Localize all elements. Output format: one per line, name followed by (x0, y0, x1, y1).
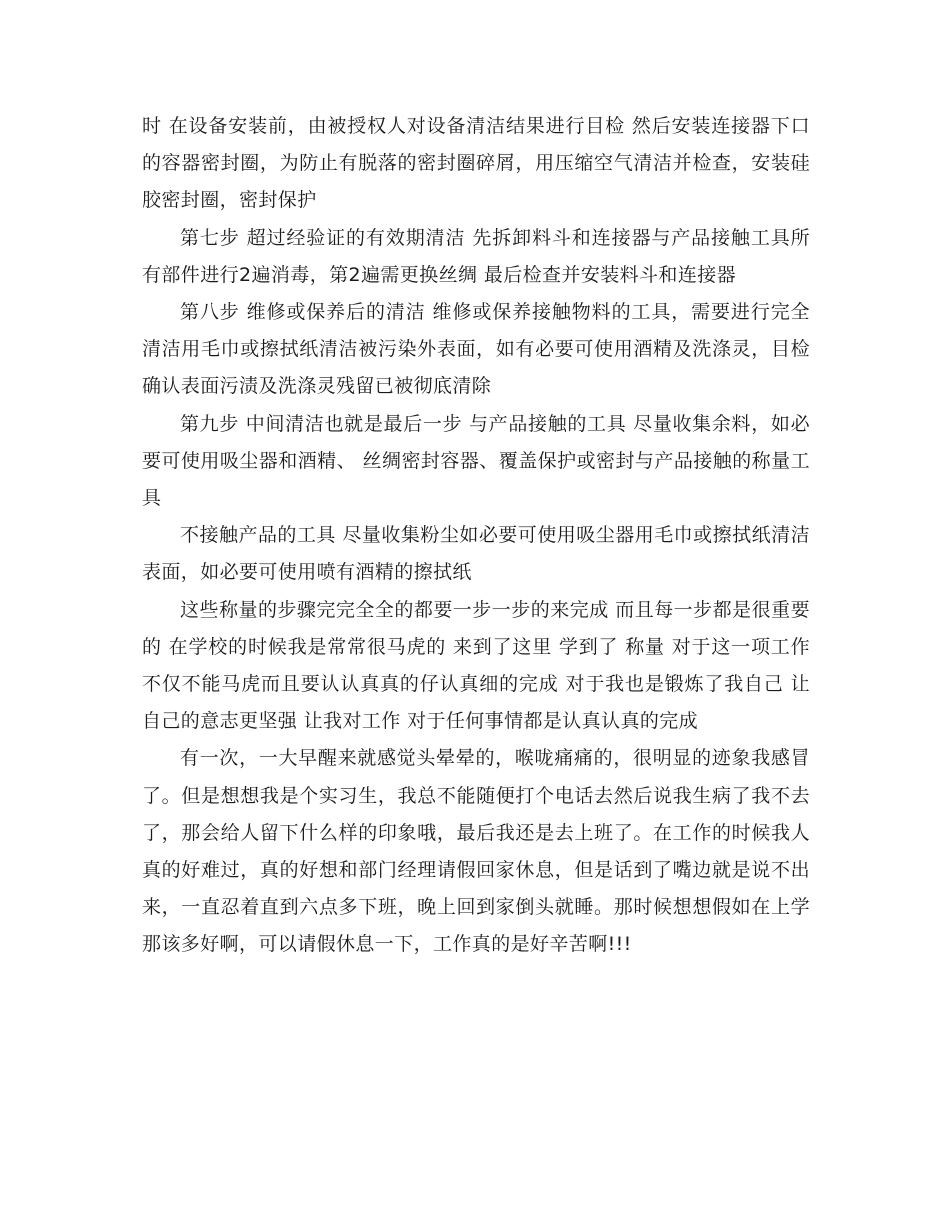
paragraph-non-contact-tools: 不接触产品的工具 尽量收集粉尘如必要可使用吸尘器用毛巾或擦拭纸清洁表面，如必要可使用喷有酒精的擦拭纸 (142, 524, 810, 584)
paragraph-step-seven: 第七步 超过经验证的有效期清洁 先拆卸料斗和连接器与产品接触工具所有部件进行2遍消毒，第2遍需更换丝绸 最后检查并安装料斗和连接器 (142, 226, 810, 286)
paragraph-reflection: 这些称量的步骤完完全全的都要一步一步的来完成 而且每一步都是很重要的 在学校的时候我是常常很马虎的 来到了这里 学到了 称量 对于这一项工作 不仅不能马虎而且要认认真真的仔认真细的完成 对于我也是锻炼了我自己 让自己的意志更坚强 让我对工作 对于任何事情都是认真认真的完成 (142, 598, 810, 733)
paragraph-sick-day: 有一次，一大早醒来就感觉头晕晕的，喉咙痛痛的，很明显的迹象我感冒了。但是想想我是个实习生，我总不能随便打个电话去然后说我生病了我不去了，那会给人留下什么样的印象哦，最后我还是去上班了。在工作的时候我人真的好难过，真的好想和部门经理请假回家休息，但是话到了嘴边就是说不出来，一直忍着直到六点多下班，晚上回到家倒头就睡。那时候想想假如在上学那该多好啊，可以请假休息一下，工作真的是好辛苦啊!!! (142, 747, 810, 956)
paragraph-step-eight: 第八步 维修或保养后的清洁 维修或保养接触物料的工具，需要进行完全清洁用毛巾或擦拭纸清洁被污染外表面，如有必要可使用酒精及洗涤灵，目检确认表面污渍及洗涤灵残留已被彻底清除 (142, 301, 810, 398)
paragraph-step-nine: 第九步 中间清洁也就是最后一步 与产品接触的工具 尽量收集余料，如必要可使用吸尘器和酒精、 丝绸密封容器、覆盖保护或密封与产品接触的称量工具 (142, 412, 810, 510)
paragraph-continuation: 时 在设备安装前，由被授权人对设备清洁结果进行目检 然后安装连接器下口的容器密封圈，为防止有脱落的密封圈碎屑，用压缩空气清洁并检查，安装硅胶密封圈，密封保护 (142, 115, 810, 212)
document-page (142, 108, 810, 964)
